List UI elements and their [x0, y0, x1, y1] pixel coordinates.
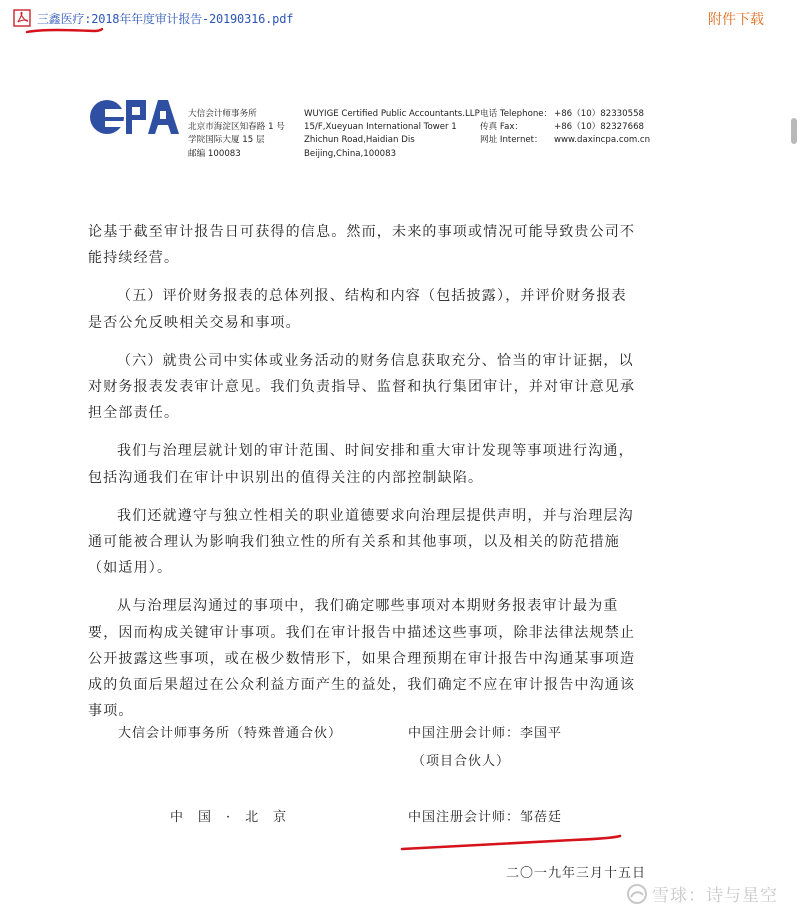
address-cn-line: 大信会计师事务所 — [188, 109, 257, 119]
body-paragraph: （六）就贵公司中实体或业务活动的财务信息获取充分、恰当的审计证据，以对财务报表发表审计意见。我们负责指导、监督和执行集团审计，并对审计意见承担全部责任。 — [88, 352, 636, 422]
report-date: 二〇一九年三月十五日 — [506, 866, 647, 881]
daxin-cpa-logo — [88, 92, 180, 142]
address-en-line: 15/F,Xueyuan International Tower 1 — [304, 122, 457, 133]
contact-website: www.daxincpa.com.cn — [554, 135, 651, 146]
red-hand-underline — [24, 26, 104, 36]
address-en-line: Beijing,China,100083 — [304, 148, 397, 159]
contact-label: 电话 Telephone： — [480, 109, 553, 119]
attachment-download-link[interactable]: 附件下载 — [708, 12, 764, 28]
address-cn-line: 学院国际大厦 15 层 — [188, 135, 265, 146]
contact-fax: +86（10）82327668 — [554, 122, 644, 133]
pdf-file-icon — [13, 9, 31, 27]
watermark-text: 雪球：诗与星空 — [652, 886, 778, 906]
body-paragraph: （五）评价财务报表的总体列报、结构和内容（包括披露），并评价财务报表是否公允反映相关交易和事项。 — [88, 288, 627, 331]
letterhead-address-en — [304, 108, 480, 161]
contact-label: 传真 Fax： — [480, 122, 524, 133]
letterhead-contact-values — [554, 108, 650, 148]
contact-label: 网址 Internet： — [480, 135, 543, 146]
location: 中 国 · 北 京 — [170, 810, 288, 825]
contact-telephone: +86（10）82330558 — [554, 109, 644, 119]
address-cn-line: 邮编 100083 — [188, 148, 241, 159]
logo-text: CPA — [88, 92, 91, 93]
body-paragraph: 从与治理层沟通过的事项中，我们确定哪些事项对本期财务报表审计最为重要，因而构成关键审计事项。我们在审计报告中描述这些事项，除非法律法规禁止公开披露这些事项，或在极少数情形下，如果合理预期在审计报告中沟通某事项造成的负面后果超过在公众利益方面产生的益处，我们确定不应在审计报告中沟通该事项。 — [88, 598, 636, 720]
cpa-signature-1: 中国注册会计师：李国平 — [408, 726, 563, 741]
address-en-line: WUYIGE Certified Public Accountants.LLP — [304, 109, 480, 119]
body-paragraph: 我们还就遵守与独立性相关的职业道德要求向治理层提供声明，并与治理层沟通可能被合理认为影响我们独立性的所有关系和其他事项，以及相关的防范措施（如适用）。 — [88, 507, 634, 577]
report-body — [88, 219, 638, 724]
letterhead-contact-labels — [480, 108, 552, 148]
firm-name: 大信会计师事务所（特殊普通合伙） — [118, 726, 343, 741]
letterhead-address-cn — [188, 108, 285, 161]
cpa-signature-2: 中国注册会计师：邹蓓廷 — [408, 810, 563, 825]
red-hand-underline — [398, 830, 628, 854]
xueqiu-watermark — [626, 881, 778, 906]
address-cn-line: 北京市海淀区知春路 1 号 — [188, 122, 285, 133]
address-en-line: Zhichun Road,Haidian Dis — [304, 135, 415, 146]
snowball-icon — [626, 883, 648, 905]
body-paragraph: 论基于截至审计报告日可获得的信息。然而，未来的事项或情况可能导致贵公司不能持续经营。 — [88, 224, 636, 267]
letterhead — [88, 92, 651, 172]
scrollbar-thumb[interactable] — [791, 118, 797, 144]
cpa-role: （项目合伙人） — [412, 754, 511, 769]
body-paragraph: 我们与治理层就计划的审计范围、时间安排和重大审计发现等事项进行沟通，包括沟通我们在审计中识别出的值得关注的内部控制缺陷。 — [88, 443, 634, 486]
attachment-bar — [0, 0, 800, 36]
attachment-file-link[interactable]: 三鑫医疗:2018年年度审计报告-20190316.pdf — [37, 12, 294, 26]
